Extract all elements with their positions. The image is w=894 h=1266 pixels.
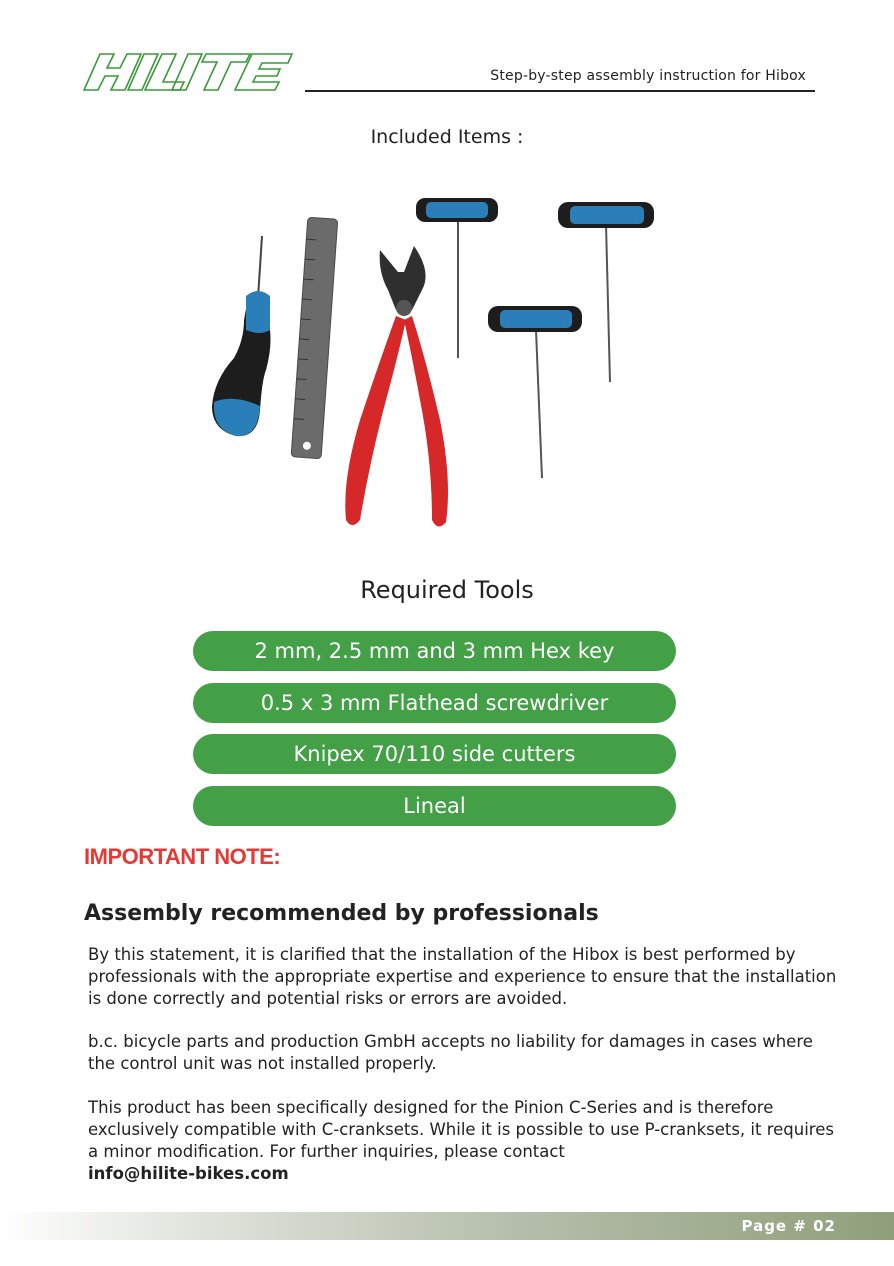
hex-key-1-image [416, 198, 498, 358]
important-note-label: IMPORTANT NOTE: [84, 844, 281, 869]
assembly-heading: Assembly recommended by professionals [84, 901, 599, 926]
side-cutters-image [345, 246, 448, 527]
document-title: Step-by-step assembly instruction for Hibox [490, 68, 806, 84]
included-items-heading: Included Items : [370, 126, 524, 148]
tool-item-lineal: Lineal [193, 786, 676, 826]
included-tools-photo [200, 180, 670, 540]
contact-email[interactable]: info@hilite-bikes.com [88, 1164, 289, 1183]
hilite-logo [80, 50, 295, 94]
paragraph-liability: b.c. bicycle parts and production GmbH accepts no liability for damages in cases where the control unit was not installed properly. [88, 1032, 813, 1073]
paragraph-professionals: By this statement, it is clarified that the installation of the Hibox is best performed by professionals with the appropriate expertise and experience to ensure that the installation is done correctly and potential risks or errors are avoided. [88, 945, 837, 1008]
compatibility-text: This product has been specifically designed for the Pinion C-Series and is therefore exclusively compatible with C-cranksets. While it is possible to use P-cranksets, it requires a minor modification. For further inquiries, please contact [88, 1098, 834, 1161]
required-tools-heading: Required Tools [360, 576, 534, 604]
tool-item-hex-key: 2 mm, 2.5 mm and 3 mm Hex key [193, 631, 676, 671]
paragraph-compatibility [88, 1097, 838, 1185]
tool-item-screwdriver: 0.5 x 3 mm Flathead screwdriver [193, 683, 676, 723]
hex-key-3-image [488, 306, 582, 478]
tool-item-side-cutters: Knipex 70/110 side cutters [193, 734, 676, 774]
ruler-image [291, 217, 338, 459]
hex-key-2-image [558, 202, 654, 382]
page-number: Page # 02 [741, 1217, 836, 1235]
header-divider [305, 90, 815, 92]
screwdriver-image [212, 236, 271, 436]
